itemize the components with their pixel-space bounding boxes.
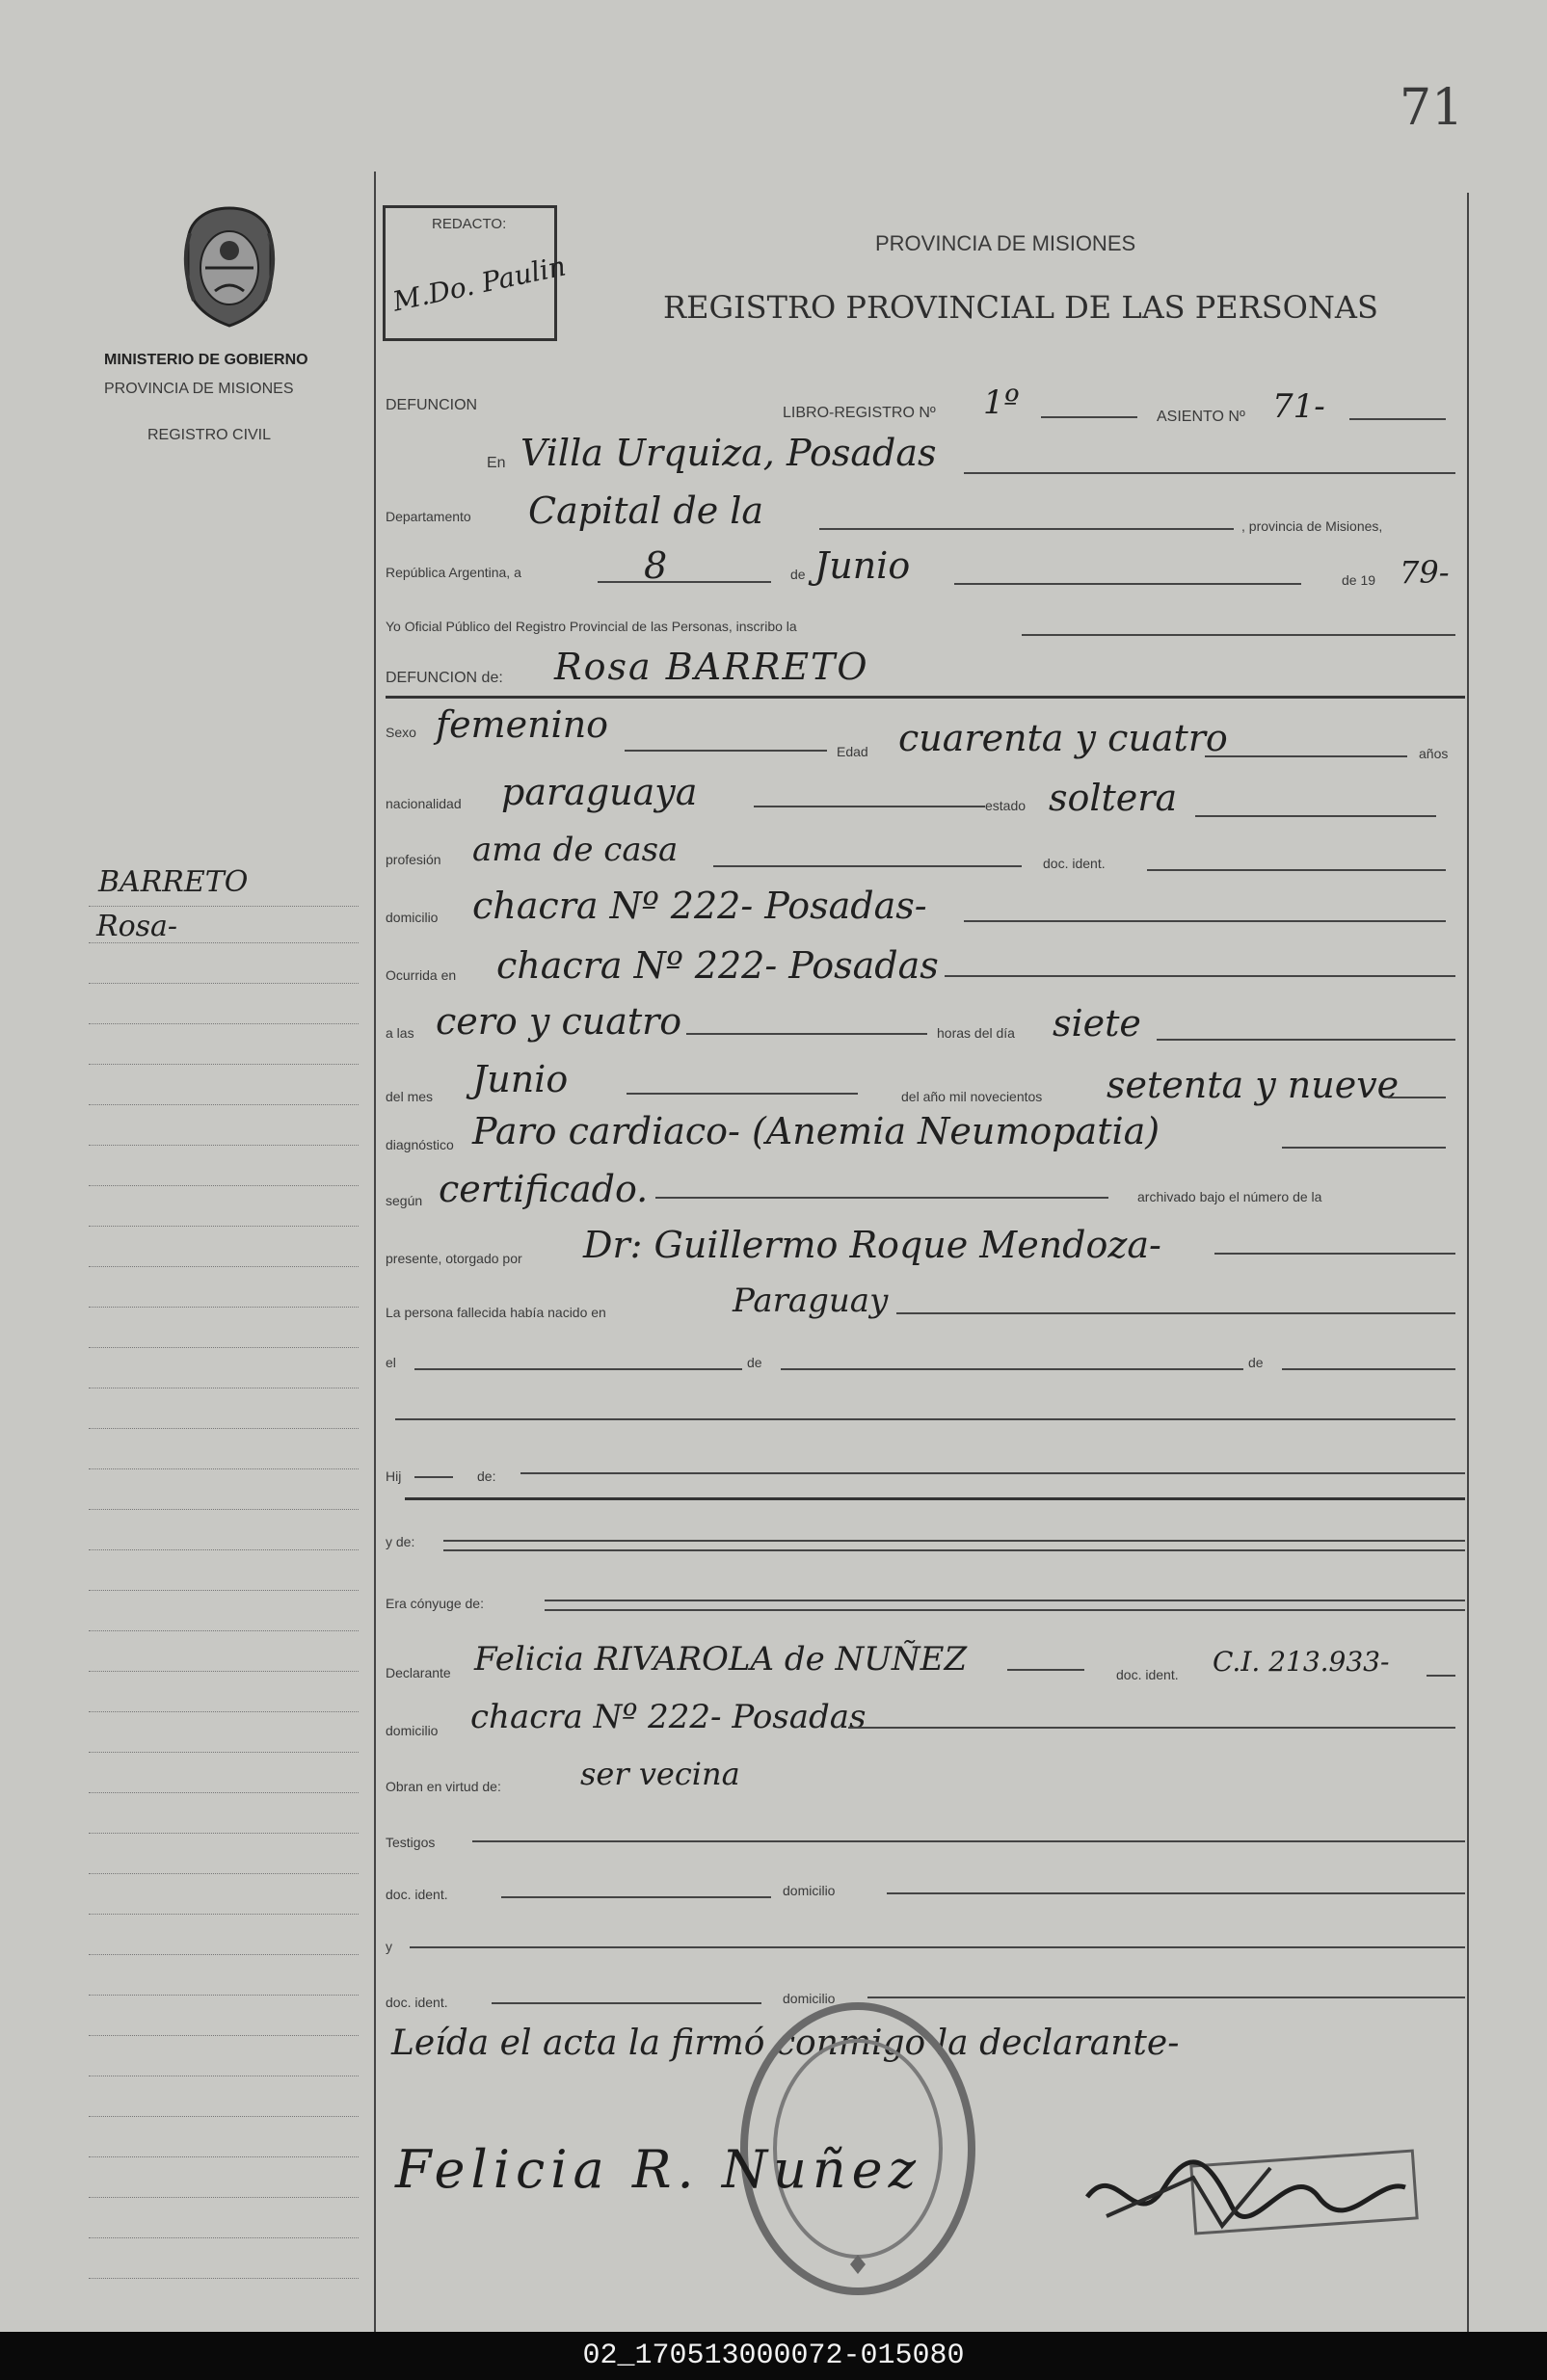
doc-ident2-label: doc. ident. [1116, 1667, 1179, 1682]
nacido-line [896, 1312, 1455, 1314]
del-mes-line [627, 1093, 858, 1095]
margin-line [89, 2035, 359, 2036]
y-de-line2 [443, 1549, 1465, 1551]
obran-label: Obran en virtud de: [386, 1779, 501, 1794]
margin-line [89, 1266, 359, 1267]
defuncion-de-line [386, 696, 1465, 699]
defuncion-de-label: DEFUNCION de: [386, 670, 503, 686]
del-anio-line [1388, 1097, 1446, 1098]
margin-line [89, 1023, 359, 1024]
hij-label: Hij [386, 1468, 402, 1484]
day-line [598, 581, 771, 583]
margin-line [89, 1347, 359, 1348]
right-form-border [1467, 193, 1469, 2332]
conyuge-line2 [545, 1609, 1465, 1611]
image-id-footer: 02_170513000072-015080 [0, 2332, 1547, 2380]
margin-line [89, 1549, 359, 1550]
del-anio-label: del año mil novecientos [901, 1089, 1043, 1104]
testigos-label: Testigos [386, 1835, 436, 1850]
margin-line [89, 1590, 359, 1591]
margin-line [89, 1630, 359, 1631]
margin-line [89, 1104, 359, 1105]
blank-line [395, 1418, 1455, 1420]
presente-line [1214, 1253, 1455, 1255]
estado-value: soltera [1049, 777, 1178, 819]
margin-line [89, 1792, 359, 1793]
margin-line [89, 1307, 359, 1308]
coat-of-arms-icon [176, 204, 282, 330]
anios-label: años [1419, 746, 1449, 761]
margin-surname: BARRETO [98, 865, 249, 899]
segun-value: certificado. [439, 1168, 649, 1210]
asiento-value: 71- [1272, 387, 1325, 426]
obran-value: ser vecina [580, 1756, 740, 1792]
libro-label: LIBRO-REGISTRO Nº [783, 405, 936, 421]
official-signature-stamp [1078, 2139, 1444, 2255]
a-las-value: cero y cuatro [436, 1000, 682, 1043]
y-de-line [443, 1540, 1465, 1542]
departamento-line [819, 528, 1234, 530]
margin-line [89, 983, 359, 984]
left-form-border [374, 172, 376, 2332]
departamento-value: Capital de la [528, 489, 764, 532]
profesion-label: profesión [386, 852, 441, 867]
ministry-line1: MINISTERIO DE GOBIERNO [104, 352, 308, 368]
nacido-label: La persona fallecida había nacido en [386, 1305, 606, 1320]
declarante-label: Declarante [386, 1665, 451, 1680]
asiento-label: ASIENTO Nº [1157, 409, 1245, 425]
testigo1-doc-line [501, 1896, 771, 1898]
en-value: Villa Urquiza, Posadas [520, 432, 937, 474]
province-heading: PROVINCIA DE MISIONES [875, 231, 1136, 255]
testigo2-doc-line [492, 2002, 761, 2004]
doc-ident-label: doc. ident. [1043, 856, 1106, 871]
redacto-box [383, 205, 569, 341]
ministry-line3: REGISTRO CIVIL [147, 427, 272, 443]
hij-line [520, 1472, 1465, 1474]
testigo1-domicilio-label: domicilio [783, 1883, 836, 1898]
redacto-label: REDACTO: [432, 216, 507, 232]
margin-line [89, 1468, 359, 1469]
departamento-label: Departamento [386, 509, 471, 524]
republica-label: República Argentina, a [386, 565, 521, 580]
en-line [964, 472, 1455, 474]
margin-line [89, 1509, 359, 1510]
hij-line2 [405, 1497, 1465, 1500]
defuncion-de-value: Rosa BARRETO [554, 646, 869, 688]
el-de-line [781, 1368, 1243, 1370]
diagnostico-value: Paro cardiaco- (Anemia Neumopatia) [472, 1110, 1160, 1152]
sexo-label: Sexo [386, 725, 416, 740]
margin-line [89, 906, 359, 907]
diagnostico-label: diagnóstico [386, 1137, 454, 1152]
ocurrida-value: chacra Nº 222- Posadas [496, 944, 939, 987]
defuncion-label: DEFUNCION [386, 397, 478, 413]
day-value: 8 [644, 544, 668, 587]
margin-given-name: Rosa- [96, 910, 178, 943]
estado-label: estado [985, 798, 1027, 813]
conyuge-label: Era cónyuge de: [386, 1596, 484, 1611]
domicilio-declarante-label: domicilio [386, 1723, 439, 1738]
doc-declarante-value: C.I. 213.933- [1213, 1646, 1390, 1678]
sexo-value: femenino [436, 703, 609, 746]
testigo1-doc-label: doc. ident. [386, 1887, 448, 1902]
del-anio-value: setenta y nueve [1107, 1064, 1400, 1106]
conyuge-line [545, 1600, 1465, 1601]
testigos-line [472, 1840, 1465, 1842]
registry-title: REGISTRO PROVINCIAL DE LAS PERSONAS [663, 289, 1378, 326]
margin-line [89, 1226, 359, 1227]
edad-label: Edad [837, 744, 868, 759]
y-label: y [386, 1939, 392, 1954]
hij-de-label: de: [477, 1468, 496, 1484]
yo-oficial-line [1022, 634, 1455, 636]
estado-line [1195, 815, 1436, 817]
nacionalidad-line [754, 806, 985, 807]
margin-line [89, 1671, 359, 1672]
year-value: 79- [1400, 554, 1450, 591]
margin-line [89, 1752, 359, 1753]
margin-line [89, 2237, 359, 2238]
margin-line [89, 1995, 359, 1996]
domicilio-declarante-value: chacra Nº 222- Posadas [470, 1698, 867, 1736]
profesion-line [713, 865, 1022, 867]
redacto-signature: M.Do. Paulin [389, 250, 569, 318]
testigo2-domicilio-label: domicilio [783, 1991, 836, 2006]
margin-line [89, 942, 359, 943]
margin-line [89, 1428, 359, 1429]
asiento-line [1349, 418, 1446, 420]
provincia-label: , provincia de Misiones, [1241, 518, 1383, 534]
page-number: 71 [1400, 79, 1464, 137]
edad-line [1205, 755, 1407, 757]
presente-value: Dr: Guillermo Roque Mendoza- [583, 1224, 1161, 1266]
margin-line [89, 1833, 359, 1834]
doc-declarante-line [1427, 1675, 1455, 1677]
segun-label: según [386, 1193, 423, 1208]
domicilio-value: chacra Nº 222- Posadas- [472, 885, 927, 927]
de-anio-label: de 19 [1342, 572, 1376, 588]
libro-line [1041, 416, 1137, 418]
el-label: el [386, 1355, 396, 1370]
edad-value: cuarenta y cuatro [898, 717, 1228, 759]
horas-dia-value: siete [1053, 1002, 1141, 1045]
margin-line [89, 1873, 359, 1874]
margin-line [89, 2197, 359, 2198]
domicilio-label: domicilio [386, 910, 439, 925]
el-de-label: de [747, 1355, 762, 1370]
doc-ident-line [1147, 869, 1446, 871]
margin-line [89, 1064, 359, 1065]
margin-line [89, 1145, 359, 1146]
de-label: de [790, 567, 806, 582]
a-las-label: a las [386, 1025, 414, 1041]
ocurrida-line [945, 975, 1455, 977]
presente-label: presente, otorgado por [386, 1251, 522, 1266]
profesion-value: ama de casa [472, 831, 679, 869]
nacionalidad-label: nacionalidad [386, 796, 462, 811]
declarante-line [1007, 1669, 1084, 1671]
closing-statement: Leída el acta la firmó conmigo la declarante- [391, 2023, 1180, 2063]
margin-line [89, 1914, 359, 1915]
el-de2-label: de [1248, 1355, 1264, 1370]
el-de2-line [1282, 1368, 1455, 1370]
declarante-signature: Felicia R. Nuñez [395, 2139, 922, 2200]
month-value: Junio [814, 544, 911, 587]
del-mes-value: Junio [472, 1058, 569, 1100]
sexo-line [625, 750, 827, 752]
month-line [954, 583, 1301, 585]
en-label: En [487, 455, 506, 471]
margin-line [89, 1711, 359, 1712]
testigo1-domicilio-line [887, 1892, 1465, 1894]
margin-line [89, 2116, 359, 2117]
archivado-label: archivado bajo el número de la [1137, 1189, 1322, 1204]
nacionalidad-value: paraguaya [501, 771, 698, 813]
horas-label: horas del día [937, 1025, 1015, 1041]
y-de-label: y de: [386, 1534, 415, 1549]
ministry-line2: PROVINCIA DE MISIONES [104, 381, 294, 397]
margin-line [89, 1185, 359, 1186]
declarante-value: Felicia RIVAROLA de NUÑEZ [474, 1640, 968, 1679]
y-line [410, 1946, 1465, 1948]
margin-line [89, 2156, 359, 2157]
margin-line [89, 1954, 359, 1955]
hij-blank [414, 1476, 453, 1478]
libro-value: 1º [983, 383, 1020, 422]
domicilio-line [964, 920, 1446, 922]
horas-dia-line [1157, 1039, 1455, 1041]
diagnostico-line [1282, 1147, 1446, 1149]
del-mes-label: del mes [386, 1089, 434, 1104]
nacido-value: Paraguay [733, 1282, 889, 1320]
a-las-line [686, 1033, 927, 1035]
domicilio-declarante-line [848, 1727, 1455, 1729]
margin-line [89, 2278, 359, 2279]
segun-line [655, 1197, 1108, 1199]
el-line [414, 1368, 742, 1370]
yo-oficial-label: Yo Oficial Público del Registro Provincial de las Personas, inscribo la [386, 619, 797, 634]
ocurrida-label: Ocurrida en [386, 967, 457, 983]
testigo2-doc-label: doc. ident. [386, 1995, 448, 2010]
